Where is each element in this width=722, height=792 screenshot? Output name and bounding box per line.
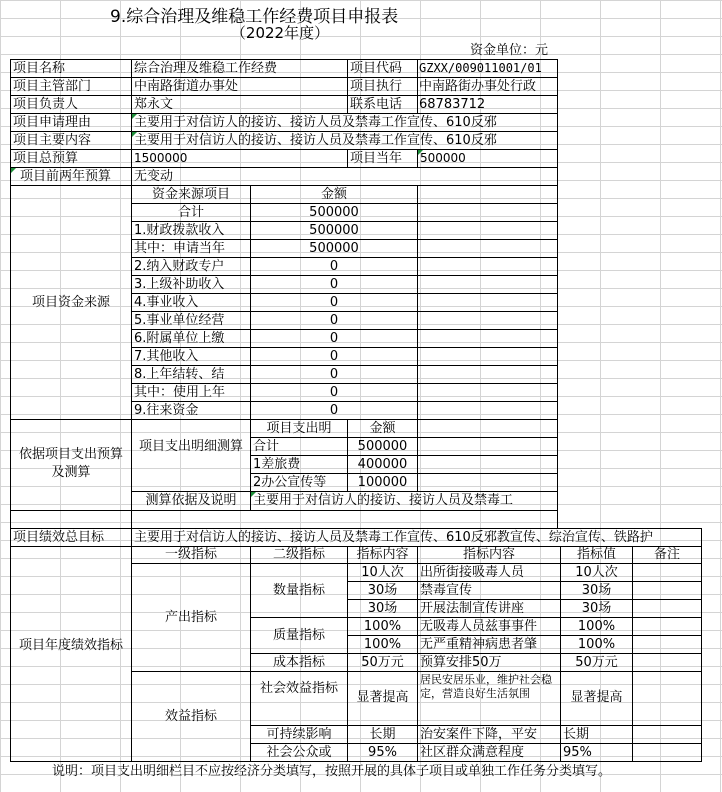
project-code-label: 项目代码 [350, 61, 403, 76]
header-content2: 指标内容 [462, 547, 515, 562]
funding-row-label: 其中：使用上年 [134, 385, 226, 400]
phone-value[interactable]: 68783712 [419, 97, 486, 112]
exec-value[interactable]: 中南路街办事处行政 [419, 79, 537, 94]
indicator-value[interactable]: 100% [577, 619, 616, 634]
funding-row-value[interactable]: 0 [329, 259, 339, 274]
header-level1: 一级指标 [164, 547, 217, 562]
estimate-basis-label: 测算依据及说明 [145, 493, 237, 508]
quality-indicator-label: 质量指标 [272, 628, 325, 643]
estimate-row-value[interactable]: 400000 [357, 457, 408, 472]
funding-row-value[interactable]: 0 [329, 403, 339, 418]
indicator-desc[interactable]: 无吸毒人员兹事事件 [420, 619, 538, 634]
estimate-row-label: 合计 [253, 439, 280, 454]
funding-row-value[interactable]: 0 [329, 277, 339, 292]
benefit-indicator-label: 效益指标 [164, 709, 217, 724]
page-title: 9.综合治理及维稳工作经费项目申报表 [110, 7, 399, 27]
indicator-value[interactable]: 50万元 [575, 655, 618, 670]
project-name-value[interactable]: 综合治理及维稳工作经费 [134, 61, 278, 76]
indicator-desc[interactable]: 无严重精神病患者肇 [420, 637, 538, 652]
funding-row-label: 5.事业单位经营 [134, 313, 225, 328]
prev-budget-label: 项目前两年预算 [20, 169, 112, 184]
budget-label: 项目总预算 [13, 151, 79, 166]
funding-source-header: 资金来源项目 [151, 187, 230, 202]
funding-row-label: 3.上级补助收入 [134, 277, 225, 292]
indicator-content[interactable]: 50万元 [361, 655, 404, 670]
funding-row-value[interactable]: 0 [329, 313, 339, 328]
unit-label: 资金单位：元 [470, 43, 549, 58]
header-value: 指标值 [576, 547, 616, 562]
estimate-detail-label: 项目支出明细测算 [138, 439, 243, 454]
funding-row-label: 9.往来资金 [134, 403, 199, 418]
indicator-desc[interactable]: 治安案件下降，平安 [420, 727, 538, 742]
header-note: 备注 [653, 547, 680, 562]
owner-value[interactable]: 郑永文 [134, 97, 174, 112]
indicator-desc[interactable]: 预算安排50万 [420, 655, 502, 670]
header-content: 指标内容 [356, 547, 409, 562]
estimate-row-label: 2办公宣传等 [253, 475, 327, 490]
reason-label: 项目申请理由 [13, 115, 92, 130]
year-budget-label: 项目当年 [350, 151, 403, 166]
estimate-item-header: 项目支出明 [266, 421, 332, 436]
indicator-content[interactable]: 长期 [369, 727, 396, 742]
annual-indicator-label: 项目年度绩效指标 [18, 638, 123, 653]
page-subtitle: （2022年度） [230, 24, 330, 42]
indicator-content[interactable]: 10人次 [361, 565, 404, 580]
funding-row-label: 6.附属单位上缴 [134, 331, 225, 346]
funding-row-label: 合计 [177, 205, 204, 220]
indicator-content[interactable]: 100% [363, 637, 402, 652]
footer-note: 说明：项目支出明细栏目不应按经济分类填写，按照开展的具体子项目或单独工作任务分类填写。 [52, 764, 612, 779]
indicator-desc[interactable]: 开展法制宣传讲座 [420, 601, 525, 616]
estimate-row-value[interactable]: 100000 [357, 475, 408, 490]
indicator-content[interactable]: 30场 [367, 583, 398, 598]
estimate-amount-header: 金额 [369, 421, 396, 436]
content-label: 项目主要内容 [13, 133, 92, 148]
dept-label: 项目主管部门 [13, 79, 92, 94]
funding-row-label: 8.上年结转、结 [134, 367, 225, 382]
project-name-label: 项目名称 [13, 61, 66, 76]
funding-row-label: 其中：申请当年 [134, 241, 226, 256]
phone-label: 联系电话 [350, 97, 403, 112]
goal-value[interactable]: 主要用于对信访人的接访、接访人员及禁毒工作宣传、610反邪教宣传、综治宣传、铁路护 [134, 530, 653, 545]
funding-row-value[interactable]: 0 [329, 295, 339, 310]
indicator-content[interactable]: 30场 [367, 601, 398, 616]
prev-budget-value[interactable]: 无变动 [134, 169, 174, 184]
output-indicator-label: 产出指标 [164, 610, 217, 625]
indicator-desc[interactable]: 社区群众满意程度 [420, 745, 525, 760]
estimate-row-label: 1差旅费 [253, 457, 301, 472]
funding-row-label: 4.事业收入 [134, 295, 199, 310]
estimate-basis-value[interactable]: 主要用于对信访人的接访、接访人员及禁毒工 [253, 493, 514, 508]
quantity-indicator-label: 数量指标 [272, 583, 325, 598]
funding-row-value[interactable]: 0 [329, 367, 339, 382]
indicator-desc[interactable]: 禁毒宣传 [420, 583, 473, 598]
funding-amount-header: 金额 [320, 187, 347, 202]
funding-row-value[interactable]: 500000 [309, 223, 359, 238]
indicator-content[interactable]: 显著提高 [356, 690, 409, 705]
indicator-value[interactable]: 30场 [581, 601, 612, 616]
reason-value[interactable]: 主要用于对信访人的接访、接访人员及禁毒工作宣传、610反邪 [134, 115, 497, 130]
funding-row-value[interactable]: 500000 [309, 241, 359, 256]
budget-value[interactable]: 1500000 [134, 151, 188, 165]
funding-row-value[interactable]: 0 [329, 385, 339, 400]
sustain-label: 可持续影响 [266, 727, 332, 742]
exec-label: 项目执行 [350, 79, 403, 94]
cost-indicator-label: 成本指标 [272, 655, 325, 670]
year-budget-value[interactable]: 500000 [420, 151, 466, 165]
funding-row-label: 1.财政拨款收入 [134, 223, 225, 238]
indicator-value[interactable]: 10人次 [575, 565, 618, 580]
funding-section-label: 项目资金来源 [31, 295, 110, 310]
social-benefit-label: 社会效益指标 [259, 681, 338, 696]
project-code-value[interactable]: GZXX/009011001/01 [419, 61, 542, 75]
estimate-section-label: 依据项目支出预算及测算 [18, 447, 123, 480]
indicator-desc[interactable]: 居民安居乐业，维护社会稳定，营造良好生活氛围 [420, 673, 552, 700]
funding-row-value[interactable]: 0 [329, 349, 339, 364]
funding-row-value[interactable]: 500000 [309, 205, 359, 220]
indicator-content[interactable]: 100% [363, 619, 402, 634]
indicator-value[interactable]: 长期 [563, 727, 590, 742]
satisfaction-label: 社会公众或 [266, 745, 332, 760]
indicator-value[interactable]: 95% [563, 745, 592, 760]
content-value[interactable]: 主要用于对信访人的接访、接访人员及禁毒工作宣传、610反邪 [134, 133, 497, 148]
indicator-value[interactable]: 100% [577, 637, 616, 652]
funding-row-label: 7.其他收入 [134, 349, 199, 364]
indicator-content[interactable]: 95% [368, 745, 397, 760]
dept-value[interactable]: 中南路街道办事处 [134, 79, 239, 94]
indicator-desc[interactable]: 出所街接吸毒人员 [420, 565, 525, 580]
indicator-value[interactable]: 30场 [581, 583, 612, 598]
owner-label: 项目负责人 [13, 97, 79, 112]
goal-label: 项目绩效总目标 [13, 530, 105, 545]
indicator-value[interactable]: 显著提高 [570, 690, 623, 705]
header-level2: 二级指标 [272, 547, 325, 562]
estimate-row-value[interactable]: 500000 [357, 439, 408, 454]
funding-row-value[interactable]: 0 [329, 331, 339, 346]
funding-row-label: 2.纳入财政专户 [134, 259, 225, 274]
